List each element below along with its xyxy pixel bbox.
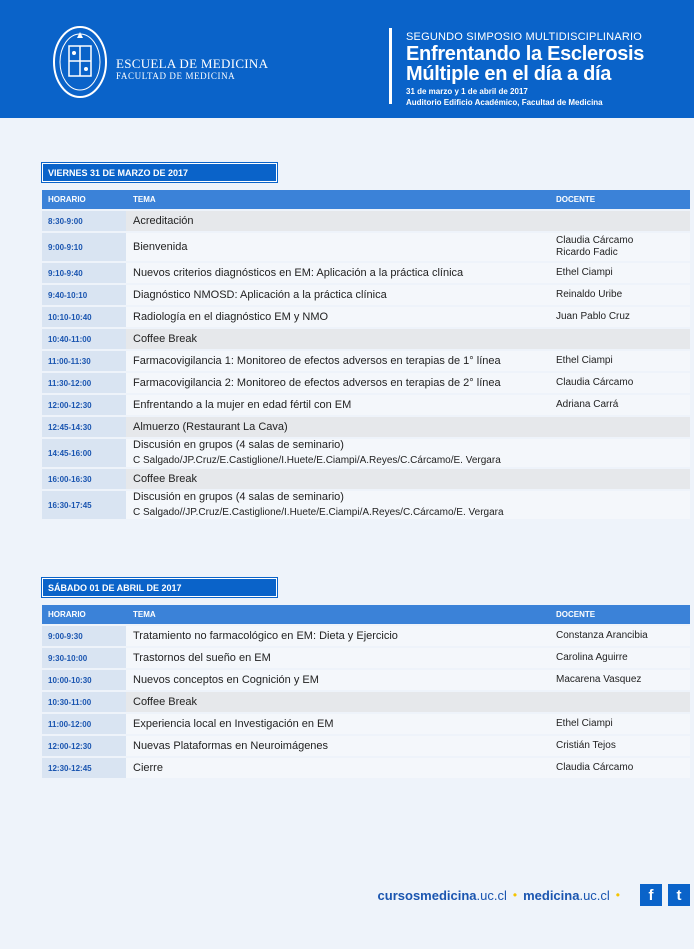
- event-dates: 31 de marzo y 1 de abril de 2017: [406, 87, 528, 96]
- url-cursosmedicina[interactable]: cursosmedicina.uc.cl: [377, 887, 507, 903]
- row-topic-line1: Nuevas Plataformas en Neuroimágenes: [133, 739, 329, 752]
- row-topic: [126, 307, 550, 327]
- event-title-line2: Múltiple en el día a día: [406, 63, 612, 85]
- row-speaker: [550, 670, 690, 690]
- row-speaker: [550, 736, 690, 756]
- table-row: [42, 393, 690, 415]
- day1-table: [42, 190, 690, 519]
- row-topic-line1: Farmacovigilancia 2: Monitoreo de efectos adversos en terapias de 2° línea: [133, 376, 501, 389]
- row-topic-line1: Farmacovigilancia 1: Monitoreo de efectos adversos en terapias de 1° línea: [133, 354, 501, 367]
- row-time: 11:00-11:30: [42, 351, 126, 371]
- row-topic-line1: Acreditación: [133, 214, 194, 227]
- col-time-header: HORARIO: [48, 195, 86, 204]
- row-topic: [126, 373, 550, 393]
- row-topic: [126, 491, 550, 519]
- table-row: [42, 712, 690, 734]
- table-row: [42, 209, 690, 231]
- col-topic-header: TEMA: [133, 195, 156, 204]
- row-speaker-line1: Juan Pablo Cruz: [556, 311, 630, 322]
- day2-rows: [42, 624, 690, 778]
- row-time: 11:00-12:00: [42, 714, 126, 734]
- row-speaker-line1: Ethel Ciampi: [556, 718, 613, 729]
- row-time: 9:00-9:30: [42, 626, 126, 646]
- row-speaker: [550, 439, 690, 467]
- row-speaker: [550, 692, 690, 712]
- row-time: 16:00-16:30: [42, 469, 126, 489]
- row-time: 12:45-14:30: [42, 417, 126, 437]
- col-speaker-header: DOCENTE: [556, 610, 596, 619]
- row-time: 11:30-12:00: [42, 373, 126, 393]
- table-row: [42, 415, 690, 437]
- row-topic-line1: Tratamiento no farmacológico en EM: Dieta y Ejercicio: [133, 629, 398, 642]
- row-speaker: [550, 469, 690, 489]
- row-speaker-line1: Claudia Cárcamo: [556, 762, 634, 773]
- row-speaker: [550, 351, 690, 371]
- facebook-icon[interactable]: f: [640, 884, 662, 906]
- row-speaker: [550, 263, 690, 283]
- row-topic: [126, 233, 550, 261]
- row-time: 12:00-12:30: [42, 395, 126, 415]
- row-time: 16:30-17:45: [42, 491, 126, 519]
- row-speaker: [550, 491, 690, 519]
- school-name: ESCUELA DE MEDICINA: [116, 56, 269, 71]
- row-speaker-line1: Ethel Ciampi: [556, 267, 613, 278]
- row-speaker: [550, 714, 690, 734]
- day1-label: VIERNES 31 DE MARZO DE 2017: [42, 163, 277, 182]
- table-header: [42, 605, 690, 624]
- row-time: 9:10-9:40: [42, 263, 126, 283]
- table-row: [42, 305, 690, 327]
- table-row: [42, 437, 690, 467]
- row-speaker-line1: Claudia Cárcamo: [556, 377, 634, 388]
- row-topic: [126, 351, 550, 371]
- separator-dot-icon: •: [512, 888, 518, 902]
- table-row: [42, 624, 690, 646]
- row-topic-line2: C Salgado/JP.Cruz/E.Castiglione/I.Huete/E.Ciampi/A.Reyes/C.Cárcamo/E. Vergara: [133, 455, 501, 466]
- row-topic: [126, 648, 550, 668]
- row-topic: [126, 263, 550, 283]
- row-topic: [126, 395, 550, 415]
- event-title-line1: Enfrentando la Esclerosis: [406, 43, 645, 65]
- row-topic-line1: Almuerzo (Restaurant La Cava): [133, 420, 288, 433]
- twitter-icon[interactable]: t: [668, 884, 690, 906]
- row-topic-line1: Radiología en el diagnóstico EM y NMO: [133, 310, 329, 323]
- row-speaker: [550, 758, 690, 778]
- row-time: 9:00-9:10: [42, 233, 126, 261]
- row-speaker: [550, 395, 690, 415]
- row-topic: [126, 439, 550, 467]
- row-topic-line1: Bienvenida: [133, 240, 188, 253]
- day1-rows: [42, 209, 690, 519]
- row-time: 10:10-10:40: [42, 307, 126, 327]
- table-row: [42, 489, 690, 519]
- row-topic-line1: Coffee Break: [133, 695, 198, 708]
- row-speaker-line1: Reinaldo Uribe: [556, 289, 623, 300]
- row-topic-line1: Experiencia local en Investigación en EM: [133, 717, 334, 730]
- row-speaker-line1: Cristián Tejos: [556, 740, 616, 751]
- row-speaker-line1: Claudia Cárcamo: [556, 235, 634, 246]
- table-row: [42, 756, 690, 778]
- row-topic: [126, 211, 550, 231]
- table-row: [42, 327, 690, 349]
- table-row: [42, 690, 690, 712]
- row-time: 14:45-16:00: [42, 439, 126, 467]
- table-row: [42, 261, 690, 283]
- row-speaker: [550, 373, 690, 393]
- event-series: SEGUNDO SIMPOSIO MULTIDISCIPLINARIO: [406, 31, 642, 43]
- row-topic-line2: C Salgado//JP.Cruz/E.Castiglione/I.Huete/E.Ciampi/A.Reyes/C.Cárcamo/E. Vergara: [133, 507, 504, 518]
- row-topic: [126, 670, 550, 690]
- table-row: [42, 231, 690, 261]
- row-topic-line1: Diagnóstico NMOSD: Aplicación a la práctica clínica: [133, 288, 387, 301]
- row-time: 10:30-11:00: [42, 692, 126, 712]
- col-time-header: HORARIO: [48, 610, 86, 619]
- row-time: 8:30-9:00: [42, 211, 126, 231]
- table-row: [42, 371, 690, 393]
- row-topic: [126, 692, 550, 712]
- day2-label: SÁBADO 01 DE ABRIL DE 2017: [42, 578, 277, 597]
- table-header: [42, 190, 690, 209]
- row-speaker-line1: Macarena Vasquez: [556, 674, 642, 685]
- row-time: 9:30-10:00: [42, 648, 126, 668]
- row-speaker-line2: Ricardo Fadic: [556, 247, 618, 258]
- row-speaker: [550, 233, 690, 261]
- row-topic: [126, 469, 550, 489]
- row-topic: [126, 714, 550, 734]
- row-topic: [126, 758, 550, 778]
- row-speaker-line1: Constanza Arancibia: [556, 630, 648, 641]
- event-venue: Auditorio Edificio Académico, Facultad de Medicina: [406, 98, 603, 107]
- university-seal-icon: [52, 24, 108, 100]
- row-topic: [126, 329, 550, 349]
- row-speaker-line1: Ethel Ciampi: [556, 355, 613, 366]
- row-topic: [126, 626, 550, 646]
- row-speaker: [550, 211, 690, 231]
- row-speaker: [550, 417, 690, 437]
- day2-table: [42, 605, 690, 778]
- row-speaker: [550, 648, 690, 668]
- table-row: [42, 467, 690, 489]
- header-divider: [389, 28, 392, 104]
- faculty-name: FACULTAD DE MEDICINA: [116, 71, 236, 81]
- row-time: 10:00-10:30: [42, 670, 126, 690]
- row-topic-line1: Trastornos del sueño en EM: [133, 651, 271, 664]
- row-speaker-line1: Carolina Aguirre: [556, 652, 628, 663]
- row-speaker: [550, 285, 690, 305]
- row-topic-line1: Cierre: [133, 761, 163, 774]
- row-topic: [126, 736, 550, 756]
- table-row: [42, 646, 690, 668]
- row-topic-line1: Discusión en grupos (4 salas de seminario): [133, 491, 344, 503]
- row-topic-line1: Coffee Break: [133, 332, 198, 345]
- col-speaker-header: DOCENTE: [556, 195, 596, 204]
- row-time: 10:40-11:00: [42, 329, 126, 349]
- row-topic-line1: Discusión en grupos (4 salas de seminario): [133, 439, 344, 451]
- row-speaker: [550, 626, 690, 646]
- col-topic-header: TEMA: [133, 610, 156, 619]
- school-name-block: [116, 57, 268, 82]
- table-row: [42, 734, 690, 756]
- row-topic-line1: Enfrentando a la mujer en edad fértil con EM: [133, 398, 352, 411]
- row-topic-line1: Nuevos conceptos en Cognición y EM: [133, 673, 319, 686]
- table-row: [42, 668, 690, 690]
- footer: [378, 883, 690, 907]
- row-topic-line1: Coffee Break: [133, 472, 198, 485]
- header-banner: [0, 0, 694, 118]
- row-speaker: [550, 329, 690, 349]
- table-row: [42, 283, 690, 305]
- row-speaker: [550, 307, 690, 327]
- row-time: 12:00-12:30: [42, 736, 126, 756]
- row-topic: [126, 417, 550, 437]
- row-topic-line1: Nuevos criterios diagnósticos en EM: Aplicación a la práctica clínica: [133, 266, 464, 279]
- row-time: 9:40-10:10: [42, 285, 126, 305]
- separator-dot-icon: •: [615, 888, 620, 902]
- row-speaker-line1: Adriana Carrá: [556, 399, 619, 410]
- event-block: [406, 30, 694, 108]
- table-row: [42, 349, 690, 371]
- url-medicina[interactable]: medicina.uc.cl: [523, 887, 610, 903]
- row-topic: [126, 285, 550, 305]
- row-time: 12:30-12:45: [42, 758, 126, 778]
